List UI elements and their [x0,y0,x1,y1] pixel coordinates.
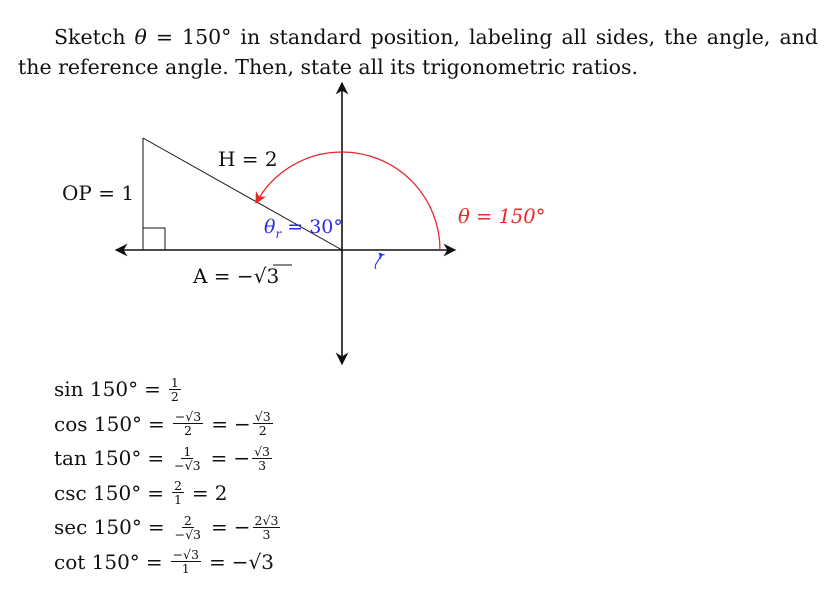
equals-sign: = [145,549,163,574]
fraction-numerator: 1 [183,443,192,459]
ratio-value: − [233,411,251,436]
ratio-function: csc 150° [54,480,142,505]
ratio-row [54,441,282,476]
equals-sign: = [148,411,165,436]
ratio-row [54,476,282,511]
fraction-denominator: 3 [258,457,267,473]
equals-sign: = [191,480,209,505]
fraction [171,548,201,575]
fraction [253,410,273,437]
fraction [253,514,281,541]
equals-sign: = [144,377,161,402]
ratio-row [54,510,282,545]
trig-ratios [54,372,282,579]
prompt-pre: Sketch [54,25,135,49]
fraction-denominator: 1 [173,492,182,508]
fraction-denominator: −√3 [174,526,202,542]
ratio-function: sin 150° [54,377,139,402]
ratio-value: 2 [214,480,228,505]
ratio-row [54,407,282,442]
fraction-numerator: 2√3 [254,512,279,528]
equals-sign: = [147,446,165,471]
ratio-row [54,372,282,407]
prompt-rest: = 150° in standard position, labeling all sides, the angle, and the reference angle. Then, state all its trigonometric ratios. [18,25,818,79]
equals-sign: = [210,446,228,471]
ratio-value: −√3 [231,549,274,574]
fraction-numerator: −√3 [174,409,202,425]
fraction-denominator: 2 [170,388,179,404]
fraction-denominator: 2 [258,423,267,439]
equals-sign: = [208,549,226,574]
ratio-function: tan 150° [54,446,142,471]
ref-theta: θ [264,216,276,238]
prompt-theta: θ [134,25,147,49]
adjacent-sqrt-sign: √ [253,264,267,288]
ref-value: = 30° [281,216,343,238]
fraction [169,376,181,403]
hypotenuse-label: H = 2 [218,147,278,171]
fraction [252,445,272,472]
opposite-label: OP = 1 [62,181,135,205]
fraction [173,410,203,437]
fraction-denominator: 1 [181,561,190,577]
angle-label: θ = 150° [458,205,546,228]
fraction-numerator: −√3 [172,547,199,563]
ref-sub: r [275,227,282,241]
equals-sign: = [211,411,228,436]
fraction-denominator: −√3 [174,457,201,473]
fraction [172,479,184,506]
adjacent-label [192,264,279,288]
adjacent-radicand: 3 [266,264,280,288]
ratio-value: − [233,515,251,540]
fraction-denominator: 2 [184,423,192,439]
equals-sign: = [147,515,165,540]
ratio-row [54,545,282,580]
ratio-function: cot 150° [54,549,140,574]
equals-sign: = [211,515,228,540]
ratio-function: sec 150° [54,515,142,540]
right-angle-mark [143,228,165,250]
reference-angle-mark [375,253,380,269]
equals-sign: = [147,480,164,505]
fraction-numerator: √3 [254,409,271,425]
fraction-numerator: 1 [170,374,179,390]
fraction-numerator: 2 [173,478,182,494]
fraction-denominator: 3 [262,526,271,542]
ratio-function: cos 150° [54,411,143,436]
adjacent-prefix: A = − [193,264,254,288]
fraction-numerator: √3 [254,443,270,459]
fraction [172,445,202,472]
fraction-numerator: 2 [183,512,192,528]
reference-angle-label [264,216,343,241]
ratio-value: − [233,446,251,471]
fraction [173,514,203,541]
